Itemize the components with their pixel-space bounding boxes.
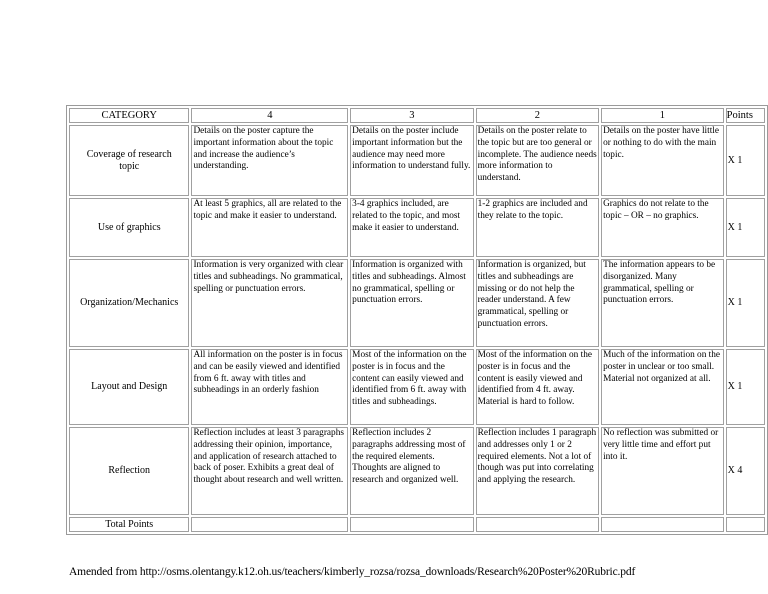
source-note: Amended from http://osms.olentangy.k12.oh.us/teachers/kimberly_rozsa/rozsa_downloads/Research%20Poster%20Rubric.pdf xyxy=(69,566,636,578)
points-cell: X 1 xyxy=(726,125,765,196)
points-cell: X 1 xyxy=(726,259,765,347)
points-cell: X 1 xyxy=(726,198,765,257)
rubric-cell: 3-4 graphics included, are related to the topic, and most make it easier to understand. xyxy=(350,198,473,257)
category-cell: Layout and Design xyxy=(69,349,189,425)
rubric-cell: No reflection was submitted or very little time and effort put into it. xyxy=(601,427,724,515)
rubric-cell: Details on the poster relate to the topic but are too general or incomplete. The audience needs more information to understand. xyxy=(476,125,599,196)
category-cell: Use of graphics xyxy=(69,198,189,257)
table-row xyxy=(69,427,765,515)
rubric-cell: Information is very organized with clear titles and subheadings. No grammatical, spelling or punctuation errors. xyxy=(191,259,348,347)
rubric-cell: The information appears to be disorganized. Many grammatical, spelling or punctuation errors. xyxy=(601,259,724,347)
points-cell: X 1 xyxy=(726,349,765,425)
header-category: CATEGORY xyxy=(69,108,189,123)
rubric-cell: Details on the poster include important information but the audience may need more information to understand fully. xyxy=(350,125,473,196)
category-cell: Reflection xyxy=(69,427,189,515)
header-score-2: 2 xyxy=(476,108,599,123)
category-cell: Organization/Mechanics xyxy=(69,259,189,347)
total-points-label: Total Points xyxy=(69,517,189,532)
empty-cell xyxy=(601,517,724,532)
rubric-cell: Reflection includes 1 paragraph and addresses only 1 or 2 required elements. Not a lot of though was put into correlating and applying the research. xyxy=(476,427,599,515)
total-row xyxy=(69,517,765,532)
empty-cell xyxy=(350,517,473,532)
rubric-cell: Most of the information on the poster is in focus and the content is easily viewed and identified from 4 ft. away. Material is hard to follow. xyxy=(476,349,599,425)
rubric-cell: Information is organized, but titles and subheadings are missing or do not help the reader understand. A few grammatical, spelling or punctuation errors. xyxy=(476,259,599,347)
empty-cell xyxy=(191,517,348,532)
points-cell: X 4 xyxy=(726,427,765,515)
total-points-value xyxy=(726,517,765,532)
header-score-1: 1 xyxy=(601,108,724,123)
header-score-3: 3 xyxy=(350,108,473,123)
rubric-cell: All information on the poster is in focus and can be easily viewed and identified from 6 ft. away with titles and subheadings in an orderly fashion xyxy=(191,349,348,425)
rubric-cell: Graphics do not relate to the topic – OR – no graphics. xyxy=(601,198,724,257)
header-points: Points xyxy=(726,108,765,123)
rubric-cell: Reflection includes at least 3 paragraphs addressing their opinion, importance, and application of research attached to back of poser. Exhibits a great deal of thought about research and well written. xyxy=(191,427,348,515)
rubric-cell: At least 5 graphics, all are related to the topic and make it easier to understand. xyxy=(191,198,348,257)
header-score-4: 4 xyxy=(191,108,348,123)
table-row xyxy=(69,198,765,257)
table-row xyxy=(69,259,765,347)
rubric-cell: Details on the poster capture the important information about the topic and increase the audience’s understanding. xyxy=(191,125,348,196)
rubric-cell: 1-2 graphics are included and they relate to the topic. xyxy=(476,198,599,257)
table-row xyxy=(69,349,765,425)
rubric-cell: Details on the poster have little or nothing to do with the main topic. xyxy=(601,125,724,196)
rubric-cell: Reflection includes 2 paragraphs addressing most of the required elements. Thoughts are aligned to research and organized well. xyxy=(350,427,473,515)
header-row xyxy=(69,108,765,123)
rubric-cell: Much of the information on the poster in unclear or too small. Material not organized at all. xyxy=(601,349,724,425)
empty-cell xyxy=(476,517,599,532)
table-row xyxy=(69,125,765,196)
rubric-table xyxy=(66,105,768,535)
rubric-cell: Most of the information on the poster is in focus and the content can easily viewed and identified from 6 ft. away with titles and subheadings. xyxy=(350,349,473,425)
category-cell: Coverage of research topic xyxy=(69,125,189,196)
rubric-cell: Information is organized with titles and subheadings. Almost no grammatical, spelling or punctuation errors. xyxy=(350,259,473,347)
